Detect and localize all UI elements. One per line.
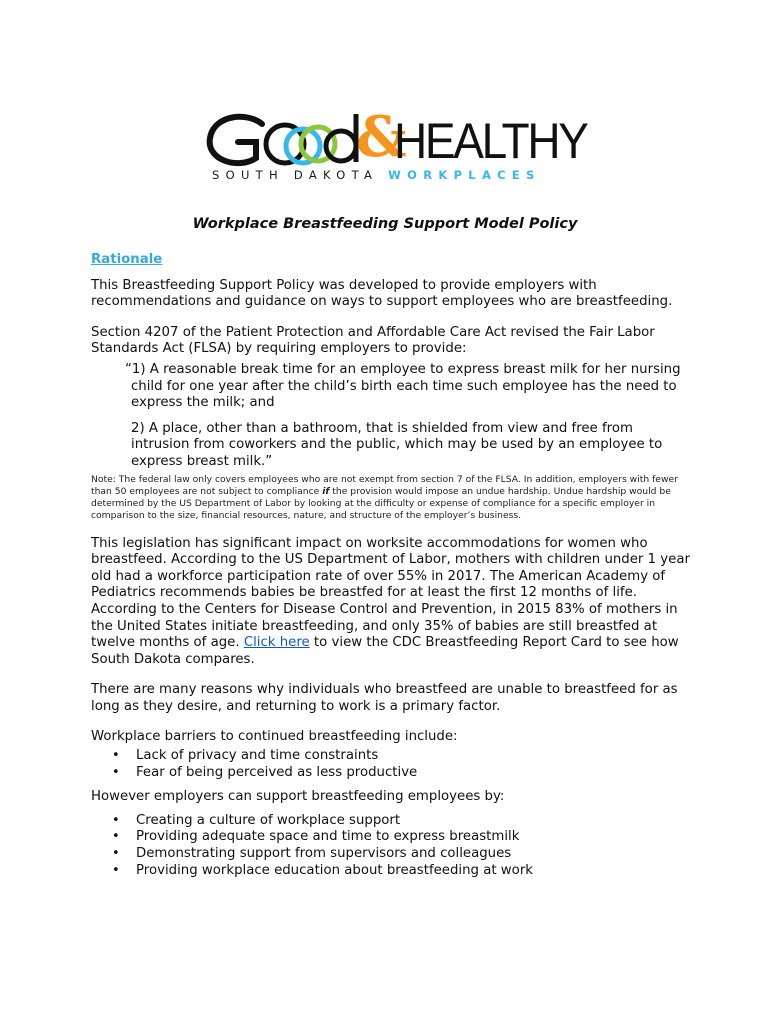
flsa-quote (125, 361, 691, 471)
list-item: • Creating a culture of workplace support (91, 813, 691, 830)
legislation-paragraph (91, 536, 691, 669)
note-text-start: Note: The federal law only covers employees who are not exempt from section 7 of the FLSA. In addition, employers with fewer than 50 employees are not subject to compliance (91, 473, 678, 497)
quote-item-1: “1) A reasonable break time for an employee to express breast milk for her nursing child for one year after the child’s birth each time such employee has the need to express the milk; and (125, 361, 681, 411)
note-emphasis: if (322, 485, 330, 497)
support-intro: However employers can support breastfeeding employees by: (91, 789, 505, 805)
cdc-report-card-link[interactable]: Click here (243, 635, 310, 651)
section-heading-rationale: Rationale (91, 252, 163, 267)
legislation-text: This legislation has significant impact on worksite accommodations for women who breastfeed. According to the US Department of Labor, mothers with children under 1 year old had a workforce participation rate of over 55% in 2017. The American Academy of Pediatrics recommends babies be breastfed for at least the first 12 months of life. According to the Centers for Disease Control and Prevention, in 2015 83% of mothers in the United States initiate breastfeeding, and only 35% of babies are still breastfed at twelve months of age. (91, 535, 690, 651)
section-4207-paragraph: Section 4207 of the Patient Protection and Affordable Care Act revised the Fair Labor Standards Act (FLSA) by requiring employers to provide: (91, 324, 655, 357)
federal-law-note (91, 474, 691, 522)
list-item: • Demonstrating support from supervisors and colleagues (91, 846, 691, 863)
list-item: • Fear of being perceived as less productive (91, 765, 691, 782)
list-item: • Providing adequate space and time to express breastmilk (91, 829, 691, 846)
support-list (91, 813, 691, 879)
barriers-list (91, 748, 691, 781)
logo-subtitle-state: SOUTH DAKOTA (212, 168, 379, 182)
logo-word-healthy: HEALTHY (394, 113, 587, 169)
barriers-intro: Workplace barriers to continued breastfeeding include: (91, 729, 458, 745)
reasons-paragraph: There are many reasons why individuals who breastfeed are unable to breastfeed for as long as they desire, and returning to work is a primary factor. (91, 682, 678, 714)
list-item: • Providing workplace education about breastfeeding at work (91, 863, 691, 880)
document-body (91, 252, 691, 879)
logo-ampersand: & (356, 104, 407, 170)
document-title: Workplace Breastfeeding Support Model Policy (192, 216, 578, 232)
list-item: • Lack of privacy and time constraints (91, 748, 691, 765)
note-text-end: the provision would impose an undue hardship. Undue hardship would be determined by the US Department of Labor by looking at the difficulty or expense of compliance for a specific employer in comparison to the size, financial resources, nature, and structure of the employer’s business. (91, 485, 671, 521)
logo-subtitle (212, 168, 572, 182)
quote-item-2: 2) A place, other than a bathroom, that is shielded from view and free from intrusion from coworkers and the public, which may be used by an employee to express breast milk.” (131, 420, 663, 469)
intro-paragraph: This Breastfeeding Support Policy was developed to provide employers with recommendations and guidance on ways to support employees who are breastfeeding. (91, 277, 673, 310)
logo-subtitle-workplaces: WORKPLACES (388, 168, 541, 182)
legislation-text-end: to view the CDC Breastfeeding Report Card to see how South Dakota compares. (91, 635, 679, 667)
